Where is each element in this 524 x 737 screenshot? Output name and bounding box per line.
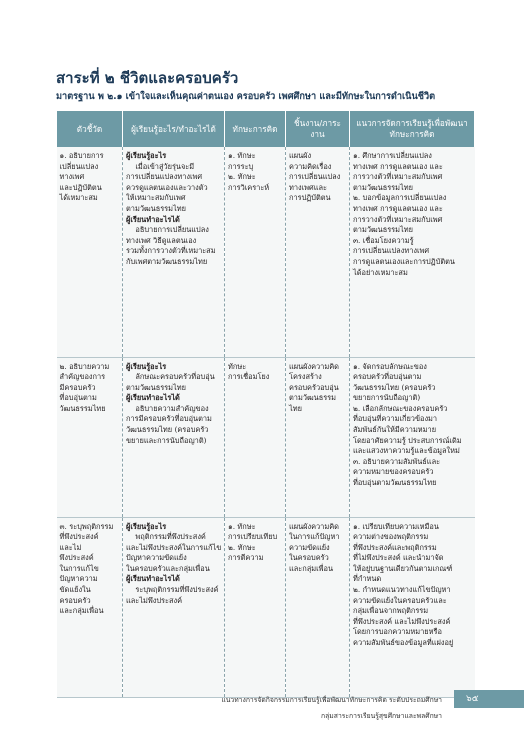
cell-line: เมื่อเข้าสู่วัยรุ่นจะมี — [126, 161, 195, 171]
cell-line: ๑. จัดกรอบลักษณะของ — [353, 361, 427, 371]
cell-line: ๑. เปรียบเทียบความเหมือน — [353, 521, 439, 531]
cell-line: ทางเพศ วิธีดูแลตนเอง — [126, 235, 197, 245]
cell-learn — [123, 147, 225, 357]
page-number: ๖๕ — [454, 690, 524, 708]
cell-line: มีครอบครัว — [59, 382, 96, 392]
table-header-row — [57, 111, 475, 147]
cell-line: การมีครอบครัวที่อบอุ่นตาม — [126, 414, 212, 424]
cell-line: ตามวัฒนธรรม — [289, 393, 337, 403]
cell-indicator — [57, 357, 123, 517]
cell-line: ตามวัฒนธรรมไทย — [353, 182, 413, 192]
cell-line: ครอบครัวที่อบอุ่นตาม — [353, 372, 422, 382]
cell-line: ๑. ศึกษาการเปลี่ยนแปลง — [353, 151, 432, 160]
cell-line: ๒. ทักษะ — [228, 542, 256, 552]
cell-subheading: ผู้เรียนทำอะไรได้ — [126, 574, 180, 584]
cell-line: ๒. บอกข้อมูลการเปลี่ยนแปลง — [353, 193, 447, 203]
cell-line: ๓. อธิบายความสัมพันธ์และ — [353, 456, 441, 466]
cell-line: ความสัมพันธ์ของข้อมูลที่แฝงอยู่ — [353, 638, 454, 648]
cell-line: ปัญหาความขัดแย้ง — [126, 553, 187, 563]
cell-line: รวมทั้งการวางตัวที่เหมาะสม — [126, 246, 216, 256]
cell-work — [286, 517, 350, 697]
cell-line: ขยายและการนับถือญาติ) — [126, 435, 207, 445]
cell-line: ที่อบอุ่นตาม — [59, 393, 97, 403]
cell-line: ระบุพฤติกรรมที่พึงประสงค์ — [126, 585, 219, 595]
cell-line: ในการแก้ปัญหา — [289, 532, 340, 542]
table-row — [57, 517, 475, 697]
cell-work — [286, 357, 350, 517]
cell-line: ทางเพศ การดูแลตนเอง และ — [353, 161, 443, 171]
cell-line: และแสวงหาความรู้และข้อมูลใหม่ — [353, 446, 460, 456]
cell-line: ๑. ทักษะ — [228, 521, 256, 531]
page-title: สาระที่ ๒ ชีวิตและครอบครัว — [56, 69, 239, 87]
cell-line: ขยายการนับถือญาติ) — [353, 393, 421, 403]
cell-line: การวางตัวที่เหมาะสมกับเพศ — [353, 214, 443, 224]
cell-line: การปฏิบัติตน — [289, 193, 331, 203]
cell-subheading: ผู้เรียนรู้อะไร — [126, 361, 167, 371]
cell-line: การเชื่อมโยง — [228, 372, 270, 382]
cell-line: โครงสร้าง — [289, 372, 322, 382]
cell-line: ที่กำหนด — [353, 574, 382, 584]
cell-line: วัฒนธรรมไทย (ครอบครัว — [126, 425, 209, 435]
cell-subheading: ผู้เรียนรู้อะไร — [126, 151, 167, 160]
cell-line: พึงประสงค์ — [59, 553, 94, 563]
cell-line: การเปลี่ยนแปลงทางเพศ — [126, 172, 203, 182]
cell-line: กับเพศตามวัฒนธรรมไทย — [126, 256, 208, 266]
cell-thinking-skill — [225, 147, 286, 357]
cell-line: วัฒนธรรมไทย (ครอบครัว — [353, 382, 436, 392]
cell-line: อธิบายความสำคัญของ — [126, 403, 209, 413]
header-work: ชิ้นงาน/ภาระงาน — [286, 111, 350, 147]
footer-book-title: แนวทางการจัดกิจกรรมการเรียนรู้เพื่อพัฒนาทักษะการคิด ระดับประถมศึกษา — [221, 696, 442, 704]
cell-line: ให้อยู่บนฐานเดียวกันตามเกณฑ์ — [353, 563, 453, 573]
cell-line: ที่อบอุ่นที่ความเกี่ยวข้องมา — [353, 414, 438, 424]
cell-line: ที่พึงประสงค์และพฤติกรรม — [353, 542, 437, 552]
cell-line: การตีความ — [228, 553, 264, 563]
cell-line: ทักษะ — [228, 361, 247, 371]
cell-line: การเปลี่ยนแปลงทางเพศ — [353, 246, 430, 256]
cell-line: ความต่างของพฤติกรรม — [353, 532, 429, 542]
cell-line: และไม่พึงประสงค์ — [126, 595, 183, 605]
cell-line: ที่อบอุ่นตามวัฒนธรรมไทย — [353, 478, 437, 488]
cell-line: สำคัญของการ — [59, 372, 106, 382]
header-indicator: ตัวชี้วัด — [57, 111, 123, 147]
footer-subject: กลุ่มสาระการเรียนรู้สุขศึกษาและพลศึกษา — [321, 712, 442, 720]
curriculum-table — [56, 111, 475, 698]
cell-line: และไม่พึงประสงค์ในการแก้ไข — [126, 542, 222, 552]
cell-line: ตามวัฒนธรรมไทย — [353, 225, 413, 235]
cell-line: และกลุ่มเพื่อน — [289, 563, 334, 573]
cell-line: ได้อย่างเหมาะสม — [353, 267, 408, 277]
cell-line: ๑. ทักษะ — [228, 151, 256, 160]
cell-line: ให้เหมาะสมกับเพศ — [126, 193, 186, 203]
cell-line: การระบุ — [228, 161, 254, 171]
cell-learn — [123, 357, 225, 517]
cell-method — [350, 517, 475, 697]
table-row — [57, 357, 475, 517]
cell-line: ความขัดแย้ง — [289, 542, 330, 552]
cell-line: ความขัดแย้งในครอบครัวและ — [353, 595, 447, 605]
cell-line: พฤติกรรมที่พึงประสงค์ — [126, 532, 206, 542]
cell-line: ครอบครัว — [59, 595, 91, 605]
header-thinking-skill: ทักษะการคิด — [225, 111, 286, 147]
cell-line: การวิเคราะห์ — [228, 182, 270, 192]
cell-indicator — [57, 517, 123, 697]
header-learn: ผู้เรียนรู้อะไร/ทำอะไรได้ — [123, 111, 225, 147]
cell-line: ๓. ระบุพฤติกรรม — [59, 521, 114, 531]
cell-thinking-skill — [225, 517, 286, 697]
cell-line: ได้เหมาะสม — [59, 193, 98, 203]
cell-line: อธิบายการเปลี่ยนแปลง — [126, 225, 209, 235]
cell-subheading: ผู้เรียนทำอะไรได้ — [126, 393, 180, 403]
cell-work — [286, 147, 350, 357]
cell-line: ที่พึงประสงค์ และไม่พึงประสงค์ — [353, 616, 451, 626]
cell-line: แผนผังความคิด — [289, 361, 339, 371]
cell-subheading: ผู้เรียนรู้อะไร — [126, 521, 167, 531]
standard-heading: มาตรฐาน พ ๒.๑ เข้าใจและเห็นคุณค่าตนเอง ครอบครัว เพศศึกษา และมีทักษะในการดำเนินชีวิต — [56, 91, 436, 102]
cell-line: ลักษณะครอบครัวที่อบอุ่น — [126, 372, 215, 382]
cell-line: เปลี่ยนแปลง — [59, 161, 99, 171]
cell-line: ในครอบครัวและกลุ่มเพื่อน — [126, 563, 210, 573]
cell-line: กลุ่มเพื่อนจากพฤติกรรม — [353, 606, 429, 616]
table-row — [57, 147, 475, 357]
cell-line: ๒. เลือกลักษณะของครอบครัว — [353, 403, 448, 413]
cell-line: วัฒนธรรมไทย — [59, 403, 106, 413]
cell-indicator — [57, 147, 123, 357]
cell-line: ในการแก้ไข — [59, 563, 99, 573]
cell-line: ตามวัฒนธรรมไทย — [126, 203, 186, 213]
cell-line: ทางเพศ — [59, 172, 85, 182]
cell-line: โดยอาศัยความรู้ ประสบการณ์เดิม — [353, 435, 462, 445]
header-method: แนวการจัดการเรียนรู้เพื่อพัฒนาทักษะการคิด — [350, 111, 475, 147]
cell-line: ครอบครัวอบอุ่น — [289, 382, 339, 392]
cell-line: ๑. อธิบายการ — [59, 151, 104, 160]
cell-line: แผนผัง — [289, 151, 312, 160]
cell-line: แผนผังความคิด — [289, 521, 339, 531]
cell-line: การเปรียบเทียบ — [228, 532, 278, 542]
cell-method — [350, 357, 475, 517]
cell-subheading: ผู้เรียนทำอะไรได้ — [126, 214, 180, 224]
cell-line: ๒. อธิบายความ — [59, 361, 110, 371]
cell-line: ขัดแย้งใน — [59, 585, 91, 595]
cell-line: โดยการบอกความหมายหรือ — [353, 627, 442, 637]
cell-thinking-skill — [225, 357, 286, 517]
cell-line: ความคิดเรื่อง — [289, 161, 332, 171]
cell-line: การเปลี่ยนแปลง — [289, 172, 341, 182]
cell-method — [350, 147, 475, 357]
cell-line: ที่พึงประสงค์ — [59, 532, 99, 542]
cell-line: ไทย — [289, 403, 302, 413]
cell-line: ทางเพศและ — [289, 182, 327, 192]
cell-learn — [123, 517, 225, 697]
cell-line: และกลุ่มเพื่อน — [59, 606, 104, 616]
cell-line: ปัญหาความ — [59, 574, 98, 584]
cell-line: ตามวัฒนธรรมไทย — [126, 382, 186, 392]
cell-line: สัมพันธ์กันให้มีความหมาย — [353, 425, 437, 435]
cell-line: ที่ไม่พึงประสงค์ และนำมาจัด — [353, 553, 444, 563]
cell-line: ๓. เชื่อมโยงความรู้ — [353, 235, 414, 245]
cell-line: และปฏิบัติตน — [59, 182, 102, 192]
cell-line: ๒. กำหนดแนวทางแก้ไขปัญหา — [353, 585, 451, 595]
cell-line: ทางเพศ การดูแลตนเอง และ — [353, 203, 443, 213]
cell-line: ๒. ทักษะ — [228, 172, 256, 182]
cell-line: ในครอบครัว — [289, 553, 329, 563]
cell-line: การวางตัวที่เหมาะสมกับเพศ — [353, 172, 443, 182]
cell-line: และไม่ — [59, 542, 82, 552]
cell-line: ควรดูแลตนเองและวางตัว — [126, 182, 208, 192]
cell-line: การดูแลตนเองและการปฏิบัติตน — [353, 256, 455, 266]
cell-line: ความหมายของครอบครัว — [353, 467, 434, 477]
